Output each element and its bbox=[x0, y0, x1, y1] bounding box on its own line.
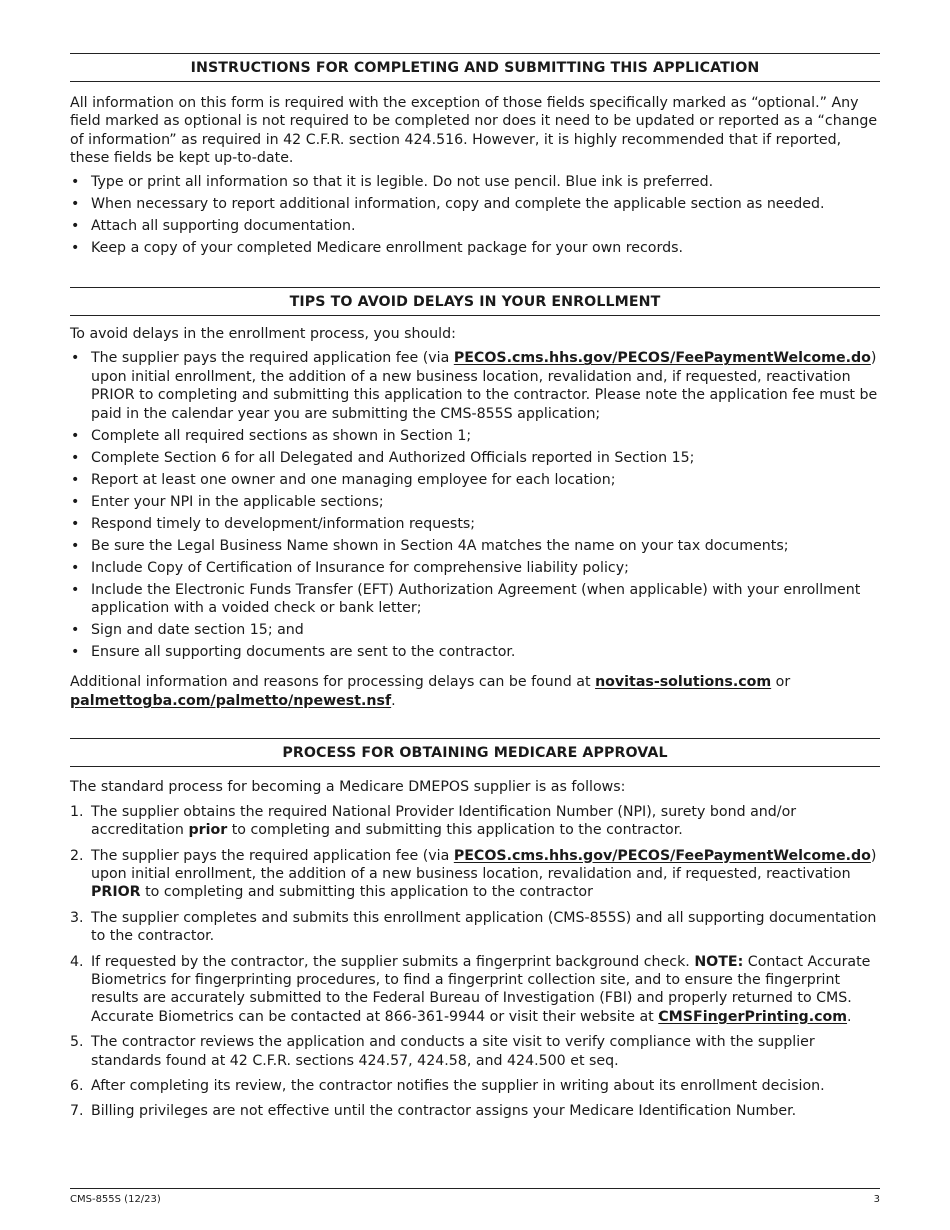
list-item: • Complete Section 6 for all Delegated and Authorized Officials reported in Section 15; bbox=[70, 449, 880, 467]
process-steps bbox=[70, 803, 880, 1121]
list-item: • Include the Electronic Funds Transfer (EFT) Authorization Agreement (when applicable) with your enrollment application with a voided check or bank letter; bbox=[70, 581, 880, 618]
list-item: • Ensure all supporting documents are sent to the contractor. bbox=[70, 643, 880, 661]
process-step: 1. The supplier obtains the required National Provider Identification Number (NPI), surety bond and/or accreditation prior to completing and submitting this application to the contractor. bbox=[70, 803, 797, 839]
instructions-intro: All information on this form is required with the exception of those fields specifically marked as “optional.” Any field marked as optional is not required to be completed nor does it need to be updated or reported as a “change of information” as required in 42 C.F.R. section 424.516. However, it is highly recommended that if reported, these fields be kept up-to-date. bbox=[70, 95, 878, 167]
process-heading: PROCESS FOR OBTAINING MEDICARE APPROVAL bbox=[70, 738, 880, 767]
list-item: • The supplier pays the required application fee (via PECOS.cms.hhs.gov/PECOS/FeePaymentWelcome.do) upon initial enrollment, the addition of a new business location, revalidation and, if requested, reactivation PRIOR to completing and submitting this application to the contractor. Please note the application fee must be paid in the calendar year you are submitting the CMS-855S application; bbox=[70, 349, 880, 423]
form-id: CMS-855S (12/23) bbox=[70, 1194, 161, 1205]
list-item: • Be sure the Legal Business Name shown in Section 4A matches the name on your tax documents; bbox=[70, 537, 880, 555]
list-item: • Report at least one owner and one managing employee for each location; bbox=[70, 471, 880, 489]
process-step: 2. The supplier pays the required application fee (via PECOS.cms.hhs.gov/PECOS/FeePaymentWelcome.do) upon initial enrollment, the addition of a new business location, revalidation and, if requested, reactivation PRIOR to completing and submitting this application to the contractor bbox=[70, 847, 877, 901]
pecos-fee-link[interactable]: PECOS.cms.hhs.gov/PECOS/FeePaymentWelcome.do bbox=[453, 350, 871, 367]
list-item: • Keep a copy of your completed Medicare enrollment package for your own records. bbox=[70, 239, 880, 257]
page-number: 3 bbox=[873, 1194, 880, 1205]
list-item: • Enter your NPI in the applicable sections; bbox=[70, 493, 880, 511]
process-step: 4. If requested by the contractor, the supplier submits a fingerprint background check. NOTE: Contact Accurate Biometrics for fingerprinting procedures, to find a fingerprint collection site, and to ensure the fingerprint results are accurately submitted to the Federal Bureau of Investigation (FBI) and properly returned to CMS. Accurate Biometrics can be contacted at 866-361-9944 or visit their website at CMSFingerPrinting.com. bbox=[70, 953, 871, 1025]
process-step: 5. The contractor reviews the application and conducts a site visit to verify compliance with the supplier standards found at 42 C.F.R. sections 424.57, 424.58, and 424.500 et seq. bbox=[70, 1034, 815, 1069]
novitas-link[interactable]: novitas-solutions.com bbox=[595, 674, 772, 691]
list-item: • Complete all required sections as shown in Section 1; bbox=[70, 427, 880, 445]
fingerprinting-link[interactable]: CMSFingerPrinting.com bbox=[658, 1008, 848, 1025]
process-intro: The standard process for becoming a Medicare DMEPOS supplier is as follows: bbox=[70, 779, 626, 796]
pecos-fee-link[interactable]: PECOS.cms.hhs.gov/PECOS/FeePaymentWelcome.do bbox=[453, 847, 871, 864]
tips-list bbox=[70, 349, 880, 661]
tips-heading: TIPS TO AVOID DELAYS IN YOUR ENROLLMENT bbox=[70, 287, 880, 316]
page-content bbox=[70, 53, 880, 1128]
list-item: • Type or print all information so that it is legible. Do not use pencil. Blue ink is preferred. bbox=[70, 173, 880, 191]
tips-additional-info: Additional information and reasons for processing delays can be found at novitas-solutions.com or palmettogba.com/palmetto/npewest.nsf. bbox=[70, 674, 791, 709]
list-item: • Sign and date section 15; and bbox=[70, 621, 880, 639]
process-step: 3. The supplier completes and submits this enrollment application (CMS-855S) and all supporting documentation to the contractor. bbox=[70, 909, 877, 945]
instructions-heading: INSTRUCTIONS FOR COMPLETING AND SUBMITTING THIS APPLICATION bbox=[70, 53, 880, 82]
page-footer bbox=[70, 1188, 880, 1205]
list-item: • When necessary to report additional information, copy and complete the applicable section as needed. bbox=[70, 195, 880, 213]
instructions-list bbox=[70, 173, 880, 257]
list-item: • Include Copy of Certification of Insurance for comprehensive liability policy; bbox=[70, 559, 880, 577]
list-item: • Respond timely to development/information requests; bbox=[70, 515, 880, 533]
palmetto-link[interactable]: palmettogba.com/palmetto/npewest.nsf bbox=[70, 692, 392, 709]
process-step: 6. After completing its review, the contractor notifies the supplier in writing about its enrollment decision. bbox=[70, 1077, 825, 1094]
process-step: 7. Billing privileges are not effective until the contractor assigns your Medicare Identification Number. bbox=[70, 1103, 797, 1120]
tips-intro: To avoid delays in the enrollment process, you should: bbox=[70, 326, 456, 343]
list-item: • Attach all supporting documentation. bbox=[70, 217, 880, 235]
